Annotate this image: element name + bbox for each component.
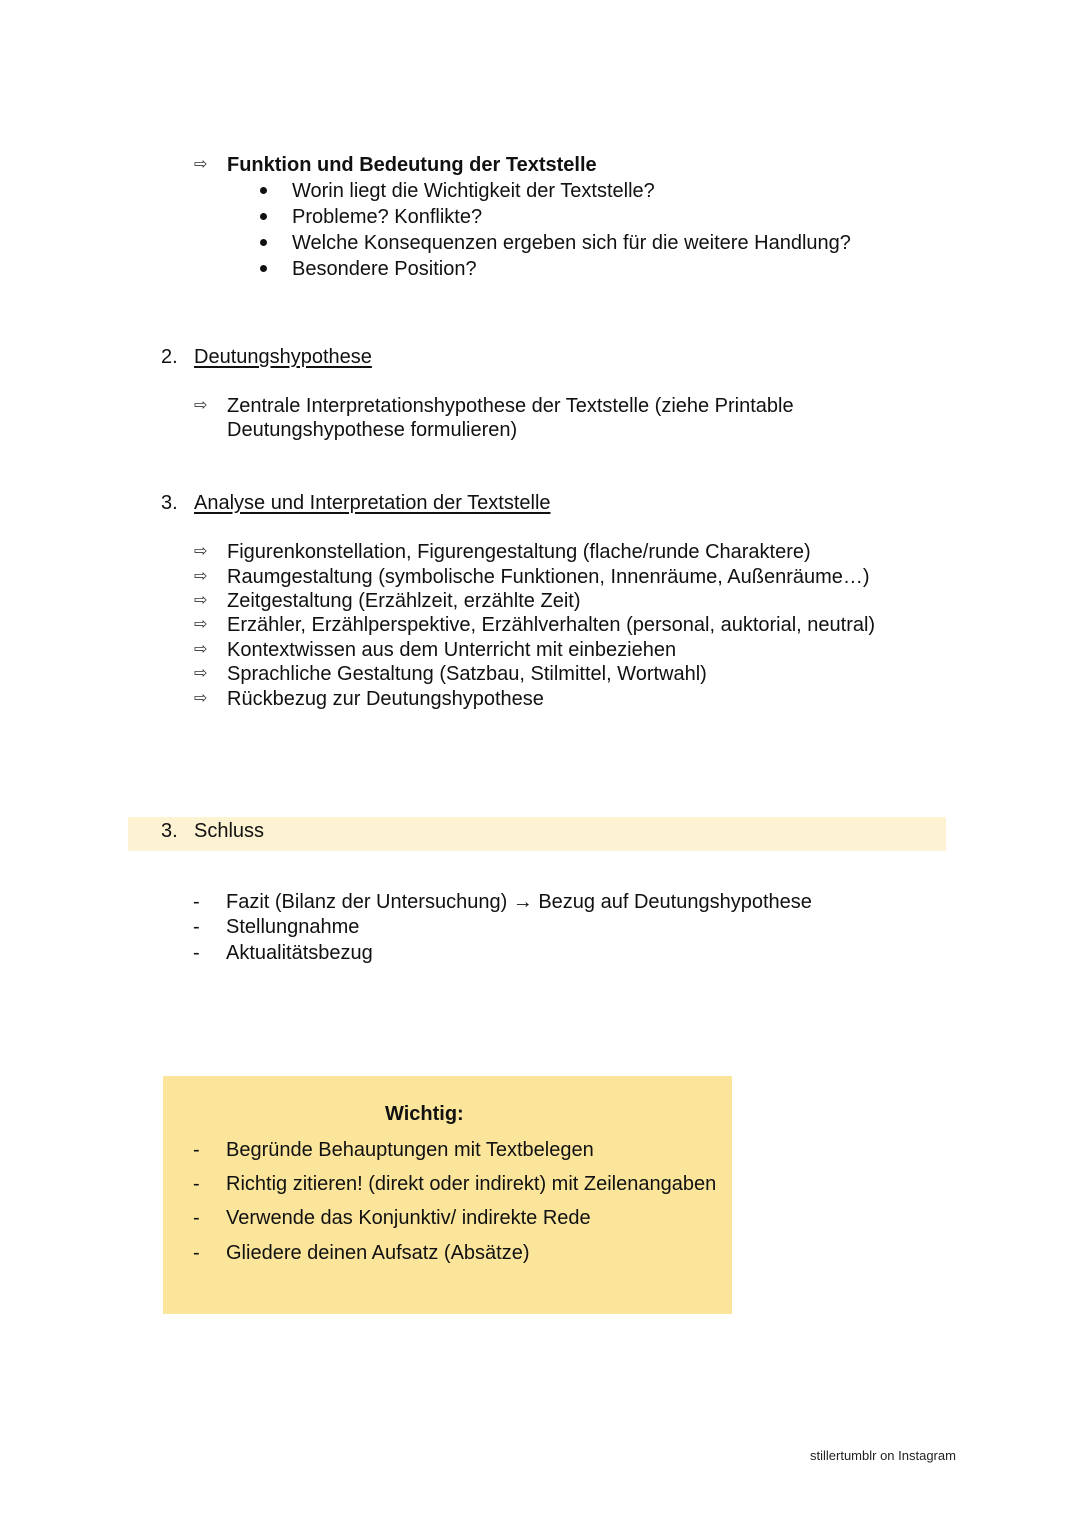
dash-icon: - [193, 1242, 200, 1264]
bullet-item: Welche Konsequenzen ergeben sich für die weitere Handlung? [292, 232, 851, 254]
dash-icon: - [193, 1173, 200, 1195]
arrow-icon: ⇨ [194, 156, 208, 173]
dash-icon: - [193, 1207, 200, 1229]
bullet-item: Besondere Position? [292, 258, 477, 280]
arrow-icon: ⇨ [194, 690, 208, 707]
schluss-item: Fazit (Bilanz der Untersuchung) → Bezug auf Deutungshypothese [226, 891, 812, 913]
wichtig-item: Richtig zitieren! (direkt oder indirekt) mit Zeilenangaben [226, 1173, 717, 1195]
wichtig-title: Wichtig: [385, 1103, 464, 1125]
section-number: 2. [161, 346, 178, 368]
bullet-icon [260, 213, 267, 220]
analyse-item: Kontextwissen aus dem Unterricht mit einbeziehen [227, 639, 677, 661]
analyse-item: Zeitgestaltung (Erzählzeit, erzählte Zeit) [227, 590, 581, 612]
bullet-icon [260, 265, 267, 272]
bullet-item: Worin liegt die Wichtigkeit der Textstelle? [292, 180, 655, 202]
schluss-item: Stellungnahme [226, 916, 360, 938]
section-title-schluss: Schluss [194, 820, 265, 842]
wichtig-item: Begründe Behauptungen mit Textbelegen [226, 1139, 594, 1161]
arrow-icon: ⇨ [194, 665, 208, 682]
bullet-icon [260, 239, 267, 246]
analyse-item: Rückbezug zur Deutungshypothese [227, 688, 544, 710]
bullet-icon [260, 187, 267, 194]
section-title-deutungshypothese: Deutungshypothese [194, 346, 372, 368]
arrow-icon: ⇨ [194, 568, 208, 585]
analyse-item: Raumgestaltung (symbolische Funktionen, Innenräume, Außenräume…) [227, 566, 870, 588]
bullet-item: Probleme? Konflikte? [292, 206, 483, 228]
section-heading-funktion: Funktion und Bedeutung der Textstelle [227, 154, 597, 176]
section-number: 3. [161, 492, 178, 514]
wichtig-item: Verwende das Konjunktiv/ indirekte Rede [226, 1207, 591, 1229]
deutung-item-line1: Zentrale Interpretationshypothese der Textstelle (ziehe Printable [227, 395, 794, 417]
dash-icon: - [193, 942, 200, 964]
section-title-analyse: Analyse und Interpretation der Textstelle [194, 492, 551, 514]
analyse-item: Figurenkonstellation, Figurengestaltung (flache/runde Charaktere) [227, 541, 811, 563]
arrow-icon: ⇨ [194, 641, 208, 658]
section-number: 3. [161, 820, 178, 842]
schluss-item: Aktualitätsbezug [226, 942, 373, 964]
arrow-icon: ⇨ [194, 543, 208, 560]
deutung-item-line2: Deutungshypothese formulieren) [227, 419, 518, 441]
dash-icon: - [193, 916, 200, 938]
wichtig-item: Gliedere deinen Aufsatz (Absätze) [226, 1242, 530, 1264]
arrow-icon: ⇨ [194, 592, 208, 609]
dash-icon: - [193, 891, 200, 913]
analyse-item: Sprachliche Gestaltung (Satzbau, Stilmittel, Wortwahl) [227, 663, 707, 685]
analyse-item: Erzähler, Erzählperspektive, Erzählverhalten (personal, auktorial, neutral) [227, 614, 876, 636]
arrow-icon: ⇨ [194, 616, 208, 633]
arrow-icon: ⇨ [194, 397, 208, 414]
dash-icon: - [193, 1139, 200, 1161]
footer-credit: stillertumblr on Instagram [810, 1448, 956, 1463]
